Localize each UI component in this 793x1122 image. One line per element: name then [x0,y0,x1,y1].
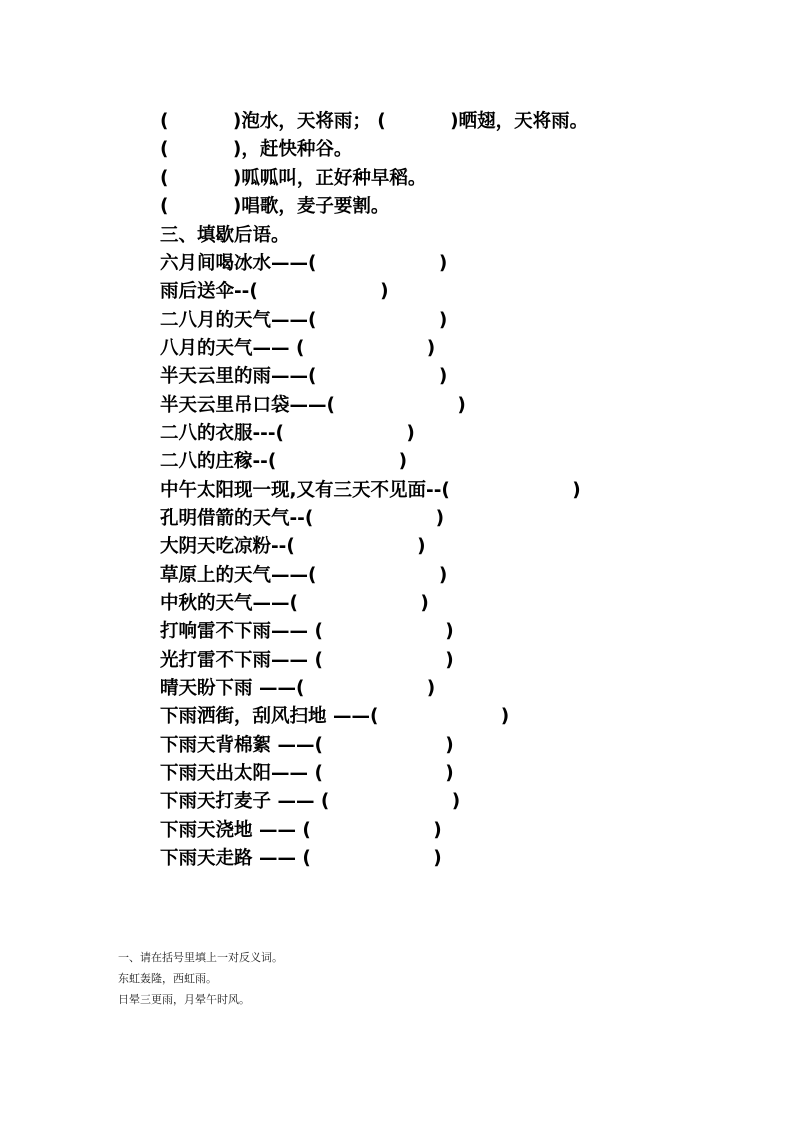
riddle-line: 半天云里吊口袋——( ) [160,395,466,416]
proverb-line: ( )泡水，天将雨； ( )晒翅，天将雨。 [160,111,589,132]
riddle-line: 大阴天吃凉粉--( ) [160,536,426,557]
riddle-line: 下雨天浇地 —— ( ) [160,820,442,841]
riddle-line: 中秋的天气——( ) [160,593,429,614]
riddle-line: 孔明借箭的天气--( ) [160,508,445,529]
riddle-line: 二八的庄稼--( ) [160,451,408,472]
riddle-line: 半天云里的雨——( ) [160,366,448,387]
riddle-line: 下雨天出太阳—— ( ) [160,763,454,784]
proverb-line: ( )呱呱叫，正好种早稻。 [160,168,427,189]
riddle-line: 打响雷不下雨—— ( ) [160,621,454,642]
riddle-line: 雨后送伞--( ) [160,281,389,302]
riddle-line: 下雨天背棉絮 ——( ) [160,735,454,756]
riddle-line: 二八的衣服---( ) [160,423,415,444]
section-heading: 三、填歇后语。 [160,225,290,246]
riddle-line: 二八月的天气——( ) [160,310,448,331]
riddle-line: 中午太阳现一现,又有三天不见面--( ) [160,480,581,501]
riddle-line: 下雨天打麦子 —— ( ) [160,791,461,812]
riddle-line: 八月的天气—— ( ) [160,338,436,359]
riddle-line: 下雨洒街，刮风扫地 ——( ) [160,706,510,727]
proverb-line: ( )，赶快种谷。 [160,139,353,160]
bottom-heading: 一、请在括号里填上一对反义词。 [118,951,283,964]
proverb-line: ( )唱歌，麦子要割。 [160,196,390,217]
bottom-line: 日晕三更雨，月晕午时风。 [118,993,250,1006]
riddle-line: 六月间喝冰水——( ) [160,253,448,274]
riddle-line: 下雨天走路 —— ( ) [160,848,442,869]
riddle-line: 晴天盼下雨 ——( ) [160,678,436,699]
riddle-line: 草原上的天气——( ) [160,565,448,586]
riddle-line: 光打雷不下雨—— ( ) [160,650,454,671]
bottom-line: 东虹轰隆，西虹雨。 [118,972,217,985]
